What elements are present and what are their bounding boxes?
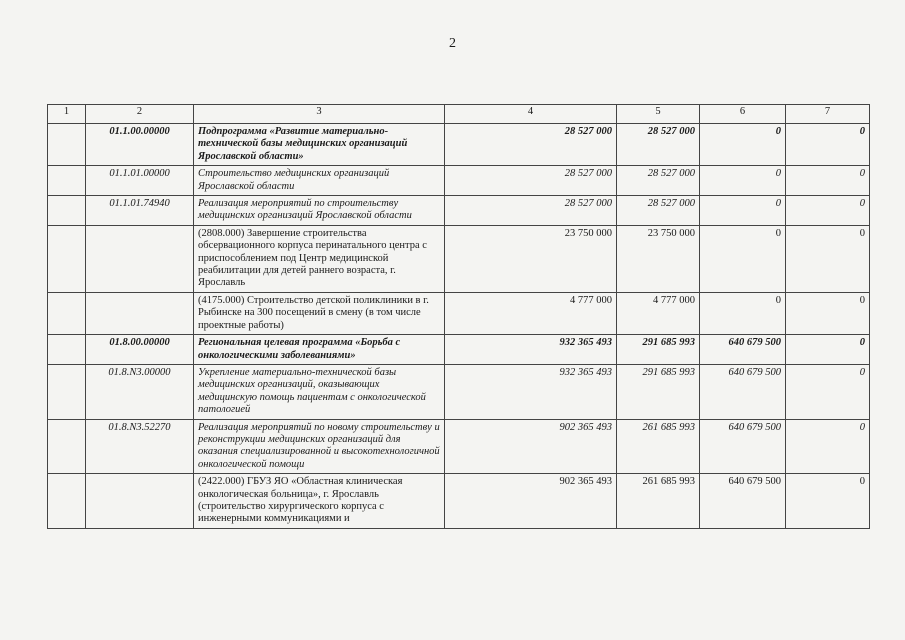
row-index-cell bbox=[48, 335, 86, 365]
name-cell: Реализация мероприятий по строительству медицинских организаций Ярославской области bbox=[194, 196, 445, 226]
amount-col6-cell: 640 679 500 bbox=[700, 335, 786, 365]
code-cell: 01.8.N3.00000 bbox=[86, 364, 194, 419]
code-cell: 01.1.01.74940 bbox=[86, 196, 194, 226]
amount-col6-cell: 0 bbox=[700, 124, 786, 166]
amount-col5-cell: 291 685 993 bbox=[617, 335, 700, 365]
header-cell-2: 2 bbox=[86, 105, 194, 124]
table-row bbox=[48, 364, 870, 419]
code-cell bbox=[86, 225, 194, 292]
amount-col5-cell: 28 527 000 bbox=[617, 124, 700, 166]
header-cell-1: 1 bbox=[48, 105, 86, 124]
header-cell-6: 6 bbox=[700, 105, 786, 124]
code-cell bbox=[86, 292, 194, 334]
code-cell bbox=[86, 474, 194, 529]
amount-col6-cell: 0 bbox=[700, 196, 786, 226]
amount-total-cell: 28 527 000 bbox=[445, 124, 617, 166]
table-row bbox=[48, 335, 870, 365]
amount-total-cell: 902 365 493 bbox=[445, 419, 617, 474]
amount-col5-cell: 28 527 000 bbox=[617, 166, 700, 196]
amount-col5-cell: 4 777 000 bbox=[617, 292, 700, 334]
amount-col6-cell: 0 bbox=[700, 166, 786, 196]
row-index-cell bbox=[48, 474, 86, 529]
amount-col5-cell: 261 685 993 bbox=[617, 474, 700, 529]
amount-col6-cell: 640 679 500 bbox=[700, 364, 786, 419]
row-index-cell bbox=[48, 166, 86, 196]
name-cell: (4175.000) Строительство детской поликлиники в г. Рыбинске на 300 посещений в смену (в том числе проектные работы) bbox=[194, 292, 445, 334]
row-index-cell bbox=[48, 292, 86, 334]
name-cell: Региональная целевая программа «Борьба с онкологическими заболеваниями» bbox=[194, 335, 445, 365]
name-cell: Укрепление материально-технической базы медицинских организаций, оказывающих медицинскую помощь пациентам с онкологической патологией bbox=[194, 364, 445, 419]
table-row bbox=[48, 292, 870, 334]
amount-col7-cell: 0 bbox=[786, 335, 870, 365]
amount-col7-cell: 0 bbox=[786, 166, 870, 196]
amount-col6-cell: 0 bbox=[700, 292, 786, 334]
header-cell-4: 4 bbox=[445, 105, 617, 124]
amount-col6-cell: 640 679 500 bbox=[700, 474, 786, 529]
amount-col5-cell: 291 685 993 bbox=[617, 364, 700, 419]
table-row bbox=[48, 474, 870, 529]
amount-total-cell: 28 527 000 bbox=[445, 196, 617, 226]
table-row bbox=[48, 166, 870, 196]
budget-table bbox=[47, 104, 870, 529]
header-cell-5: 5 bbox=[617, 105, 700, 124]
amount-col5-cell: 261 685 993 bbox=[617, 419, 700, 474]
page-number: 2 bbox=[449, 36, 456, 51]
code-cell: 01.8.N3.52270 bbox=[86, 419, 194, 474]
amount-total-cell: 28 527 000 bbox=[445, 166, 617, 196]
header-cell-7: 7 bbox=[786, 105, 870, 124]
code-cell: 01.1.00.00000 bbox=[86, 124, 194, 166]
table-row bbox=[48, 419, 870, 474]
row-index-cell bbox=[48, 364, 86, 419]
amount-total-cell: 902 365 493 bbox=[445, 474, 617, 529]
row-index-cell bbox=[48, 196, 86, 226]
amount-col7-cell: 0 bbox=[786, 419, 870, 474]
row-index-cell bbox=[48, 225, 86, 292]
amount-total-cell: 4 777 000 bbox=[445, 292, 617, 334]
amount-col7-cell: 0 bbox=[786, 292, 870, 334]
amount-col7-cell: 0 bbox=[786, 196, 870, 226]
row-index-cell bbox=[48, 419, 86, 474]
amount-col5-cell: 28 527 000 bbox=[617, 196, 700, 226]
header-cell-3: 3 bbox=[194, 105, 445, 124]
table-row bbox=[48, 124, 870, 166]
amount-total-cell: 23 750 000 bbox=[445, 225, 617, 292]
header-row bbox=[48, 105, 870, 124]
name-cell: Строительство медицинских организаций Ярославской области bbox=[194, 166, 445, 196]
name-cell: Реализация мероприятий по новому строительству и реконструкции медицинских организаций для оказания специализированной и высокотехнологичной онкологической помощи bbox=[194, 419, 445, 474]
table-row bbox=[48, 225, 870, 292]
name-cell: (2422.000) ГБУЗ ЯО «Областная клиническая онкологическая больница», г. Ярославль (строительство хирургического корпуса с инженерными коммуникациями и bbox=[194, 474, 445, 529]
amount-col7-cell: 0 bbox=[786, 124, 870, 166]
table-row bbox=[48, 196, 870, 226]
row-index-cell bbox=[48, 124, 86, 166]
name-cell: (2808.000) Завершение строительства обсервационного корпуса перинатального центра с приспособлением под Центр медицинской реабилитации для детей раннего возраста, г. Ярославль bbox=[194, 225, 445, 292]
amount-col7-cell: 0 bbox=[786, 474, 870, 529]
amount-col6-cell: 640 679 500 bbox=[700, 419, 786, 474]
amount-col7-cell: 0 bbox=[786, 225, 870, 292]
amount-total-cell: 932 365 493 bbox=[445, 364, 617, 419]
code-cell: 01.8.00.00000 bbox=[86, 335, 194, 365]
amount-col5-cell: 23 750 000 bbox=[617, 225, 700, 292]
name-cell: Подпрограмма «Развитие материально-технической базы медицинских организаций Ярославской области» bbox=[194, 124, 445, 166]
amount-col6-cell: 0 bbox=[700, 225, 786, 292]
amount-total-cell: 932 365 493 bbox=[445, 335, 617, 365]
amount-col7-cell: 0 bbox=[786, 364, 870, 419]
code-cell: 01.1.01.00000 bbox=[86, 166, 194, 196]
